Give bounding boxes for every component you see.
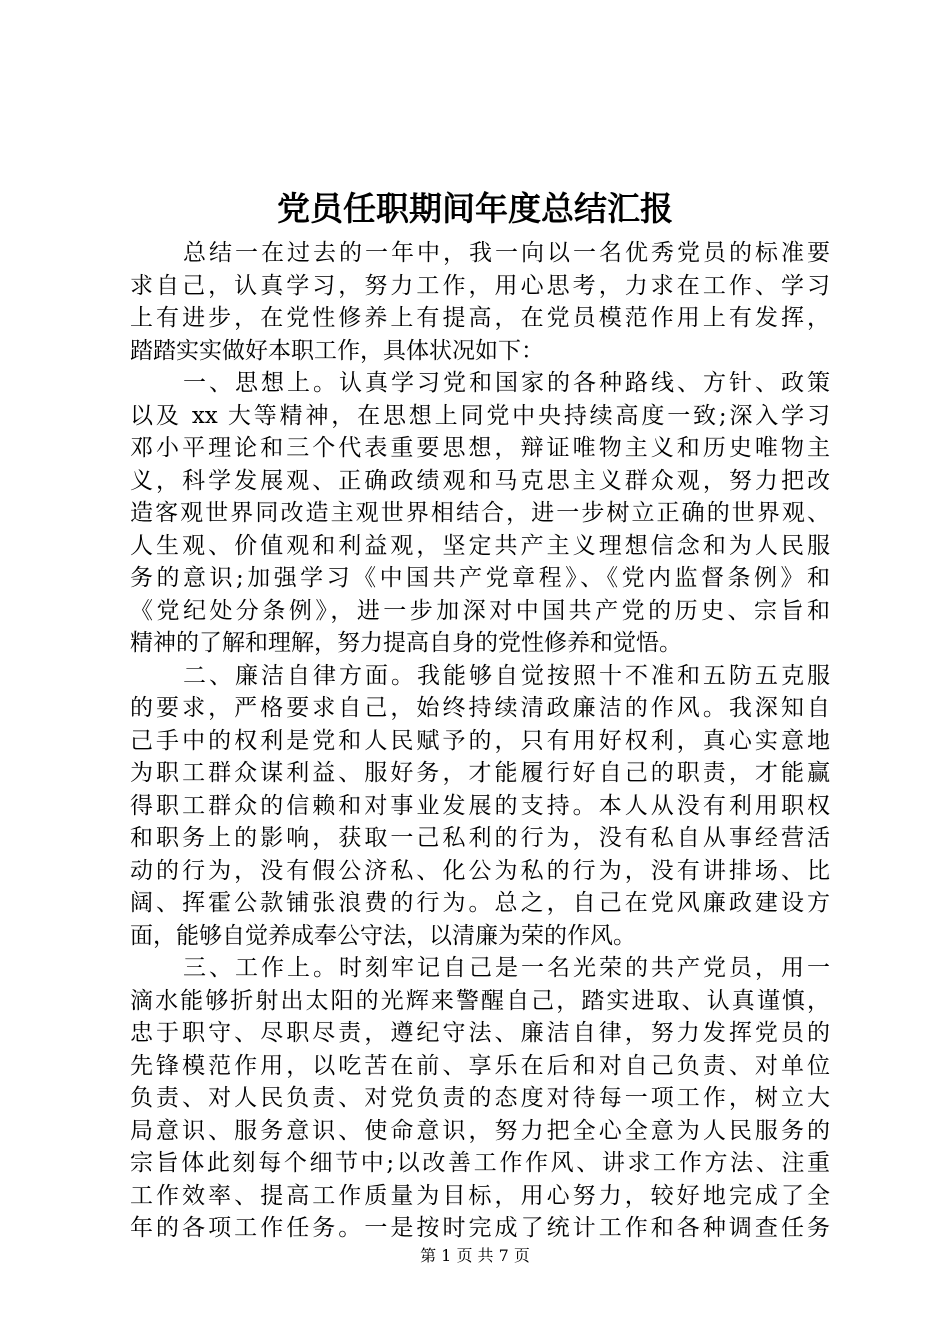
text-line: 滴水能够折射出太阳的光辉来警醒自己，踏实进取、认真谨慎， — [130, 987, 830, 1014]
text-line: 以及 xx 大等精神，在思想上同党中央持续高度一致;深入学习 — [130, 402, 830, 429]
text-line: 宗旨体此刻每个细节中;以改善工作作风、讲求工作方法、注重 — [130, 1150, 830, 1176]
text-line: 年的各项工作任务。一是按时完成了统计工作和各种调查任务 — [130, 1215, 830, 1241]
text-line: 负责、对人民负责、对党负责的态度对待每一项工作，树立大 — [130, 1085, 830, 1111]
text-line: 人生观、价值观和利益观，坚定共产主义理想信念和为人民服 — [130, 532, 830, 559]
text-line: 和职务上的影响，获取一己私利的行为，没有私自从事经营活 — [130, 825, 830, 851]
text-line: 阔、挥霍公款铺张浪费的行为。总之，自己在党风廉政建设方 — [130, 890, 830, 916]
text-line: 造客观世界同改造主观世界相结合，进一步树立正确的世界观、 — [130, 500, 830, 526]
text-line: 一、思想上。认真学习党和国家的各种路线、方针、政策 — [183, 370, 830, 396]
text-line: 上有进步，在党性修养上有提高，在党员模范作用上有发挥， — [130, 305, 830, 331]
text-line: 得职工群众的信赖和对事业发展的支持。本人从没有利用职权 — [130, 792, 830, 819]
text-line: 邓小平理论和三个代表重要思想，辩证唯物主义和历史唯物主 — [130, 435, 830, 461]
text-line: 己手中的权利是党和人民赋予的，只有用好权利，真心实意地 — [130, 727, 830, 754]
text-line: 面，能够自觉养成奉公守法，以清廉为荣的作风。 — [130, 922, 636, 949]
text-line: 《党纪处分条例》，进一步加深对中国共产党的历史、宗旨和 — [130, 597, 830, 624]
text-line: 总结一在过去的一年中，我一向以一名优秀党员的标准要 — [183, 240, 830, 266]
text-line: 三、工作上。时刻牢记自己是一名光荣的共产党员，用一 — [183, 955, 830, 981]
text-line: 务的意识;加强学习《中国共产党章程》、《党内监督条例》和 — [130, 565, 830, 591]
document-body — [130, 237, 830, 1245]
text-line: 为职工群众谋利益、服好务，才能履行好自己的职责，才能赢 — [130, 760, 830, 786]
text-line: 的要求，严格要求自己，始终持续清政廉洁的作风。我深知自 — [130, 695, 830, 721]
text-line: 义，科学发展观、正确政绩观和马克思主义群众观，努力把改 — [130, 467, 830, 494]
text-line: 踏踏实实做好本职工作，具体状况如下： — [130, 337, 544, 364]
text-line: 精神的了解和理解，努力提高自身的党性修养和觉悟。 — [130, 630, 682, 656]
page-footer: 第 1 页 共 7 页 — [420, 1246, 530, 1265]
text-line: 工作效率、提高工作质量为目标，用心努力，较好地完成了全 — [130, 1182, 830, 1209]
text-line: 二、廉洁自律方面。我能够自觉按照十不准和五防五克服 — [183, 662, 830, 689]
text-line: 求自己，认真学习，努力工作，用心思考，力求在工作、学习 — [130, 272, 830, 299]
document-title: 党员任职期间年度总结汇报 — [277, 189, 673, 228]
text-line: 动的行为，没有假公济私、化公为私的行为，没有讲排场、比 — [130, 857, 830, 884]
text-line: 先锋模范作用，以吃苦在前、享乐在后和对自己负责、对单位 — [130, 1052, 830, 1079]
text-line: 忠于职守、尽职尽责，遵纪守法、廉洁自律，努力发挥党员的 — [130, 1020, 830, 1046]
text-line: 局意识、服务意识、使命意识，努力把全心全意为人民服务的 — [130, 1117, 830, 1144]
